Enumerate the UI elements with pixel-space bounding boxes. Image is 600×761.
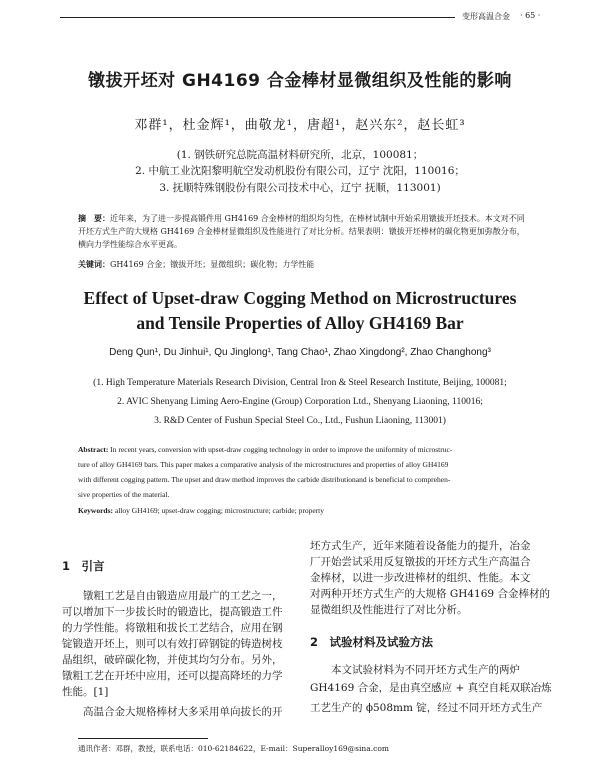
section-1-line-5: 晶组织，破碎碳化物，并使其均匀分布。另外， (62, 654, 283, 666)
authors-en: Deng Qun¹, Du Jinhui¹, Qu Jinglong¹, Tang Chao¹, Zhao Xingdong², Zhao Changhong³ (109, 347, 491, 358)
authors-cn: 邓群¹，杜金辉¹，曲敬龙¹，唐超¹，赵兴东²，赵长虹³ (134, 118, 466, 133)
abstract-cn (78, 212, 530, 251)
section-1-line-3: 的力学性能。将镦粗和拔长工艺结合，应用在钢 (62, 622, 283, 634)
abstract-en-line-2: ture of alloy GH4169 bars. This paper makes a comparative analysis of the microstructures and properties of alloy GH4169 (78, 460, 449, 469)
header-rule (60, 17, 455, 18)
section-2-line-1: 本文试验材料为不同开坯方式生产的两炉 (310, 664, 520, 676)
keywords-en-text: alloy GH4169; upset-draw cogging; microstructure; carbide; property (114, 506, 324, 515)
paper-title-en-line-1: Effect of Upset-draw Cogging Method on Microstructures (83, 288, 517, 308)
section-1-line-1: 镦粗工艺是自由锻造应用最广的工艺之一， (62, 590, 283, 602)
right-col-line-3: 金棒材，以进一步改进棒材的组织、性能。本文 (310, 572, 531, 584)
right-col-line-2: 厂开始尝试采用反复镦拔的开坯方式生产高温合 (310, 556, 531, 568)
abstract-cn-text: 近年来，为了进一步提高锻件用 GH4169 合金棒材的组织均匀性，在棒材试制中开始采用镦拔开坯技术。本文对不同开坯方式生产的大规格 GH4169 合金棒材显微组织及性能进行了对比分析。结果表明：镦拔开坯棒材的碳化物更加弥散分布，横向力学性能综合水平更高。 (78, 214, 525, 249)
keywords-en (78, 506, 530, 515)
paper-title-en-line-2: and Tensile Properties of Alloy GH4169 Bar (136, 313, 464, 333)
right-col-line-4: 对两种开坯方式生产的大规格 GH4169 合金棒材的 (310, 588, 550, 600)
running-header: 变形高温合金 (462, 12, 510, 21)
section-1-heading: 1 引言 (62, 559, 105, 573)
right-col-line-1: 坯方式生产，近年来随着设备能力的提升，冶金 (310, 540, 531, 552)
affiliation-en-2: 2. AVIC Shenyang Liming Aero-Engine (Group) Corporation Ltd., Shenyang Liaoning, 110016; (117, 397, 483, 407)
footnote-rule (78, 738, 208, 739)
abstract-en-text-1: In recent years, conversion with upset-draw cogging technology in order to improve the uniformity of microstruc- (110, 445, 453, 454)
paper-title-cn: 镦拔开坯对 GH4169 合金棒材显微组织及性能的影响 (88, 71, 512, 91)
section-1-line-6: 镦粗工艺在开坯中应用，还可以提高降坯的力学 (62, 670, 283, 682)
corresponding-author-footnote: 通讯作者：邓群，教授，联系电话：010-62184622，E-mail：Superalloy169@sina.com (78, 744, 389, 753)
affiliation-en-1: (1. High Temperature Materials Research Division, Central Iron & Steel Research Institute, Beijing, 100081; (93, 378, 507, 388)
right-col-line-5: 显微组织及性能进行了对比分析。 (310, 604, 468, 616)
section-1-line-8: 高温合金大规格棒材大多采用单向拔长的开 (62, 706, 283, 718)
section-2-line-3: 工艺生产的 ϕ508mm 锭，经过不同开坯方式生产 (310, 702, 543, 714)
abstract-en-label: Abstract: (78, 445, 109, 454)
affiliation-cn-2: 2. 中航工业沈阳黎明航空发动机股份有限公司，辽宁 沈阳，110016； (135, 165, 465, 177)
keywords-cn (78, 258, 530, 271)
affiliation-en-3: 3. R&D Center of Fushun Special Steel Co., Ltd., Fushun Liaoning, 113001) (154, 416, 446, 426)
abstract-en-line-3: with different cogging pattern. The upset and draw method improves the carbide distributionand is beneficial to comprehen- (78, 475, 451, 484)
affiliation-cn-1: (1. 钢铁研究总院高温材料研究所，北京，100081； (176, 149, 424, 161)
affiliation-cn-3: 3. 抚顺特殊钢股份有限公司技术中心，辽宁 抚顺，113001) (159, 182, 441, 194)
keywords-cn-label: 关键词： (78, 259, 110, 269)
section-2-heading: 2 试验材料及试验方法 (310, 635, 434, 649)
page-number: · 65 · (520, 11, 541, 20)
keywords-cn-text: GH4169 合金；镦拔开坯；显微组织；碳化物；力学性能 (110, 260, 315, 269)
abstract-en-line-4: sive properties of the material. (78, 490, 170, 499)
section-1-line-7: 性能。[1] (62, 686, 109, 698)
section-1-line-4: 锭锻造开坯上，则可以有效打碎钢锭的铸造树枝 (62, 638, 283, 650)
abstract-cn-label: 摘 要： (78, 213, 110, 223)
abstract-en-line-1 (78, 445, 452, 454)
keywords-en-label: Keywords: (78, 506, 113, 515)
section-1-line-2: 可以增加下一步拔长时的锻造比，提高锻造工件 (62, 606, 283, 618)
section-2-line-2: GH4169 合金，是由真空感应 + 真空自耗双联冶炼 (310, 682, 552, 694)
abstract-en (78, 445, 530, 515)
